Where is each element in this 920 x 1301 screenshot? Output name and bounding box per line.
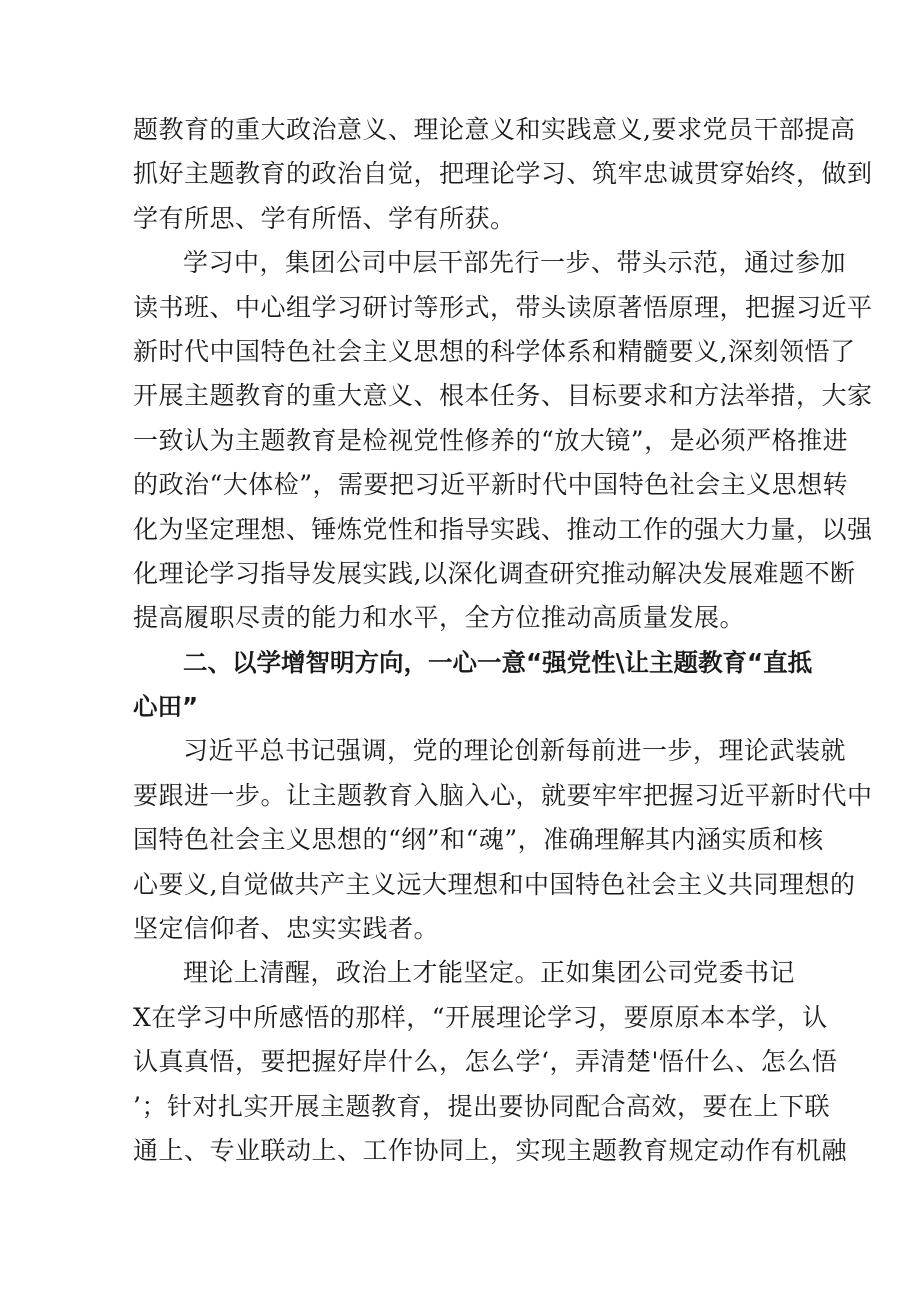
paragraph-line: 题教育的重大政治意义、理论意义和实践意义,要求党员干部提高 [133, 115, 856, 144]
paragraph-first-line: 习近平总书记强调，党的理论创新每前进一步，理论武装就 [183, 736, 847, 766]
paragraph-line: 新时代中国特色社会主义思想的科学体系和精髓要义,深刻领悟了 [133, 336, 856, 366]
paragraph-line: 认真真悟，要把握好岸什么，怎么学‘，弄清楚'悟什么、怎么悟 [133, 1047, 838, 1077]
paragraph-first-line: 理论上清醒，政治上才能坚定。正如集团公司党委书记 [183, 958, 796, 988]
paragraph-line: 要跟进一步。让主题教育入脑入心，就要牢牢把握习近平新时代中 [133, 780, 873, 810]
paragraph-line: X在学习中所感悟的那样，“开展理论学习，要原原本本学，认 [133, 1002, 828, 1032]
paragraph-line: 一致认为主题教育是检视党性修养的“放大镜”，是必须严格推进 [133, 425, 849, 455]
section-heading-line: 心田” [133, 692, 199, 722]
paragraph-line: 通上、专业联动上、工作协同上，实现主题教育规定动作有机融 [133, 1135, 848, 1165]
paragraph-line: 学有所思、学有所悟、学有所获。 [133, 203, 516, 233]
paragraph-line: 化为坚定理想、锤炼党性和指导实践、推动工作的强大力量，以强 [133, 514, 873, 544]
paragraph-line: 化理论学习指导发展实践,以深化调查研究推动解决发展难题不断 [133, 558, 856, 588]
paragraph-line: 心要义,自觉做共产主义远大理想和中国特色社会主义共同理想的 [133, 869, 856, 899]
paragraph-line: 的政治“大体检”，需要把习近平新时代中国特色社会主义思想转 [133, 470, 849, 500]
paragraph-line: 读书班、中心组学习研讨等形式，带头读原著悟原理，把握习近平 [133, 292, 873, 322]
paragraph-line: 坚定信仰者、忠实实践者。 [133, 914, 440, 944]
paragraph-line: 提高履职尽责的能力和水平，全方位推动高质量发展。 [133, 603, 746, 633]
paragraph-line: 抓好主题教育的政治自觉，把理论学习、筑牢忠诚贯穿始终，做到 [133, 159, 873, 189]
document-body [133, 108, 873, 1173]
paragraph-first-line: 学习中，集团公司中层干部先行一步、带头示范，通过参加 [183, 248, 847, 278]
paragraph-line: 国特色社会主义思想的“纲”和“魂”，准确理解其内涵实质和核 [133, 825, 824, 855]
section-heading-line: 二、以学增智明方向，一心一意“强党性\让主题教育“直抵 [183, 647, 813, 677]
paragraph-line: 开展主题教育的重大意义、根本任务、目标要求和方法举措，大家 [133, 381, 873, 411]
paragraph-line: ’；针对扎实开展主题教育，提出要协同配合高效，要在上下联 [133, 1091, 830, 1121]
